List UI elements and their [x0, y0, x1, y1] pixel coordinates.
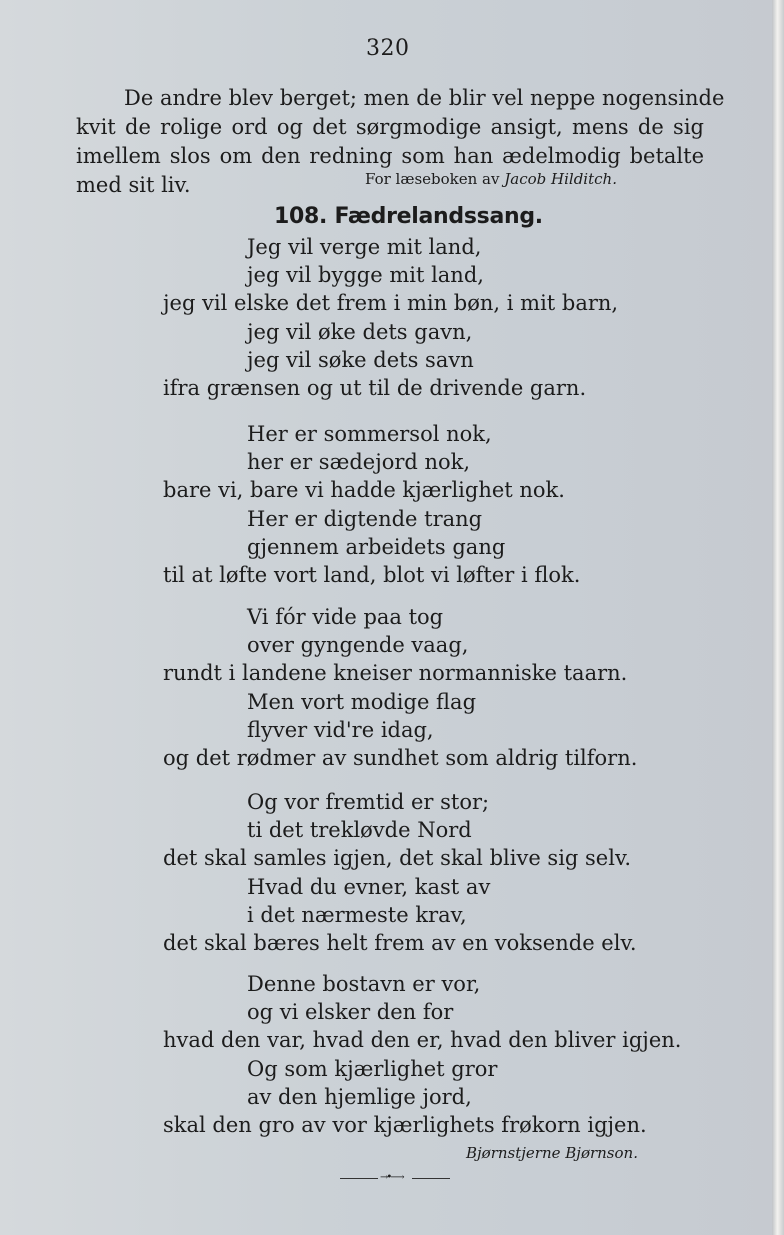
poem-line: flyver vid're idag,: [247, 717, 434, 742]
poem-line: i det nærmeste krav,: [247, 902, 467, 927]
prose-line: med sit liv.: [76, 173, 191, 197]
poem-line: jeg vil søke dets savn: [247, 347, 474, 372]
poem-line: og vi elsker den for: [247, 1000, 454, 1025]
poem-line: rundt i landene kneiser normanniske taarn.: [163, 661, 628, 686]
poem-line: Hvad du evner, kast av: [247, 874, 491, 899]
source-credit: [365, 170, 617, 188]
poem-line: jeg vil elske det frem i min bøn, i mit barn,: [163, 291, 619, 316]
poem-number: 108.: [274, 204, 328, 229]
poem-line: Jeg vil verge mit land,: [247, 235, 482, 259]
poem-line: jeg vil øke dets gavn,: [247, 319, 473, 344]
poem-line: ti det trekløvde Nord: [247, 818, 472, 843]
poem-line: over gyngende vaag,: [247, 633, 469, 658]
poem-line: til at løfte vort land, blot vi løfter i flok.: [163, 563, 581, 587]
poem-line: gjennem arbeidets gang: [247, 534, 506, 559]
prose-line: De andre blev berget; men de blir vel neppe nogensinde: [124, 86, 725, 110]
poem-line: hvad den var, hvad den er, hvad den bliver igjen.: [163, 1028, 682, 1053]
ornament-icon: →•⟶: [380, 1172, 403, 1183]
poem-line: av den hjemlige jord,: [247, 1084, 472, 1109]
poem-line: jeg vil bygge mit land,: [247, 263, 484, 288]
poem-line: Og vor fremtid er stor;: [247, 790, 490, 814]
poem-line: ifra grænsen og ut til de drivende garn.: [163, 376, 587, 400]
poem-line: Vi fór vide paa tog: [247, 605, 444, 629]
section-divider: [340, 1174, 450, 1184]
poem-line: det skal samles igjen, det skal blive sig selv.: [163, 846, 631, 871]
poem-line: og det rødmer av sundhet som aldrig tilforn.: [163, 746, 638, 770]
credit-author: Jacob Hilditch.: [504, 170, 617, 188]
poem-line: Og som kjærlighet gror: [247, 1056, 498, 1081]
prose-line: kvit de rolige ord og det sørgmodige ansigt, mens de sig: [76, 115, 704, 139]
poem-line: det skal bæres helt frem av en voksende elv.: [163, 931, 637, 955]
page-number: 320: [366, 36, 410, 61]
poem-line: skal den gro av vor kjærlighets frøkorn igjen.: [163, 1113, 647, 1137]
poem-line: Men vort modige flag: [247, 689, 477, 714]
poem-line: her er sædejord nok,: [247, 450, 471, 475]
credit-prefix: For læseboken av: [365, 170, 500, 188]
poem-line: Her er sommersol nok,: [247, 422, 492, 446]
poem-line: Her er digtende trang: [247, 506, 483, 531]
page-edge: [772, 0, 784, 1235]
poem-title: Fædrelandssang.: [334, 204, 543, 229]
poem-heading: [274, 204, 543, 229]
poem-author: Bjørnstjerne Bjørnson.: [466, 1144, 638, 1162]
poem-line: Denne bostavn er vor,: [247, 972, 481, 996]
poem-line: bare vi, bare vi hadde kjærlighet nok.: [163, 478, 565, 503]
prose-line: imellem slos om den redning som han ædelmodig betalte: [76, 144, 704, 168]
